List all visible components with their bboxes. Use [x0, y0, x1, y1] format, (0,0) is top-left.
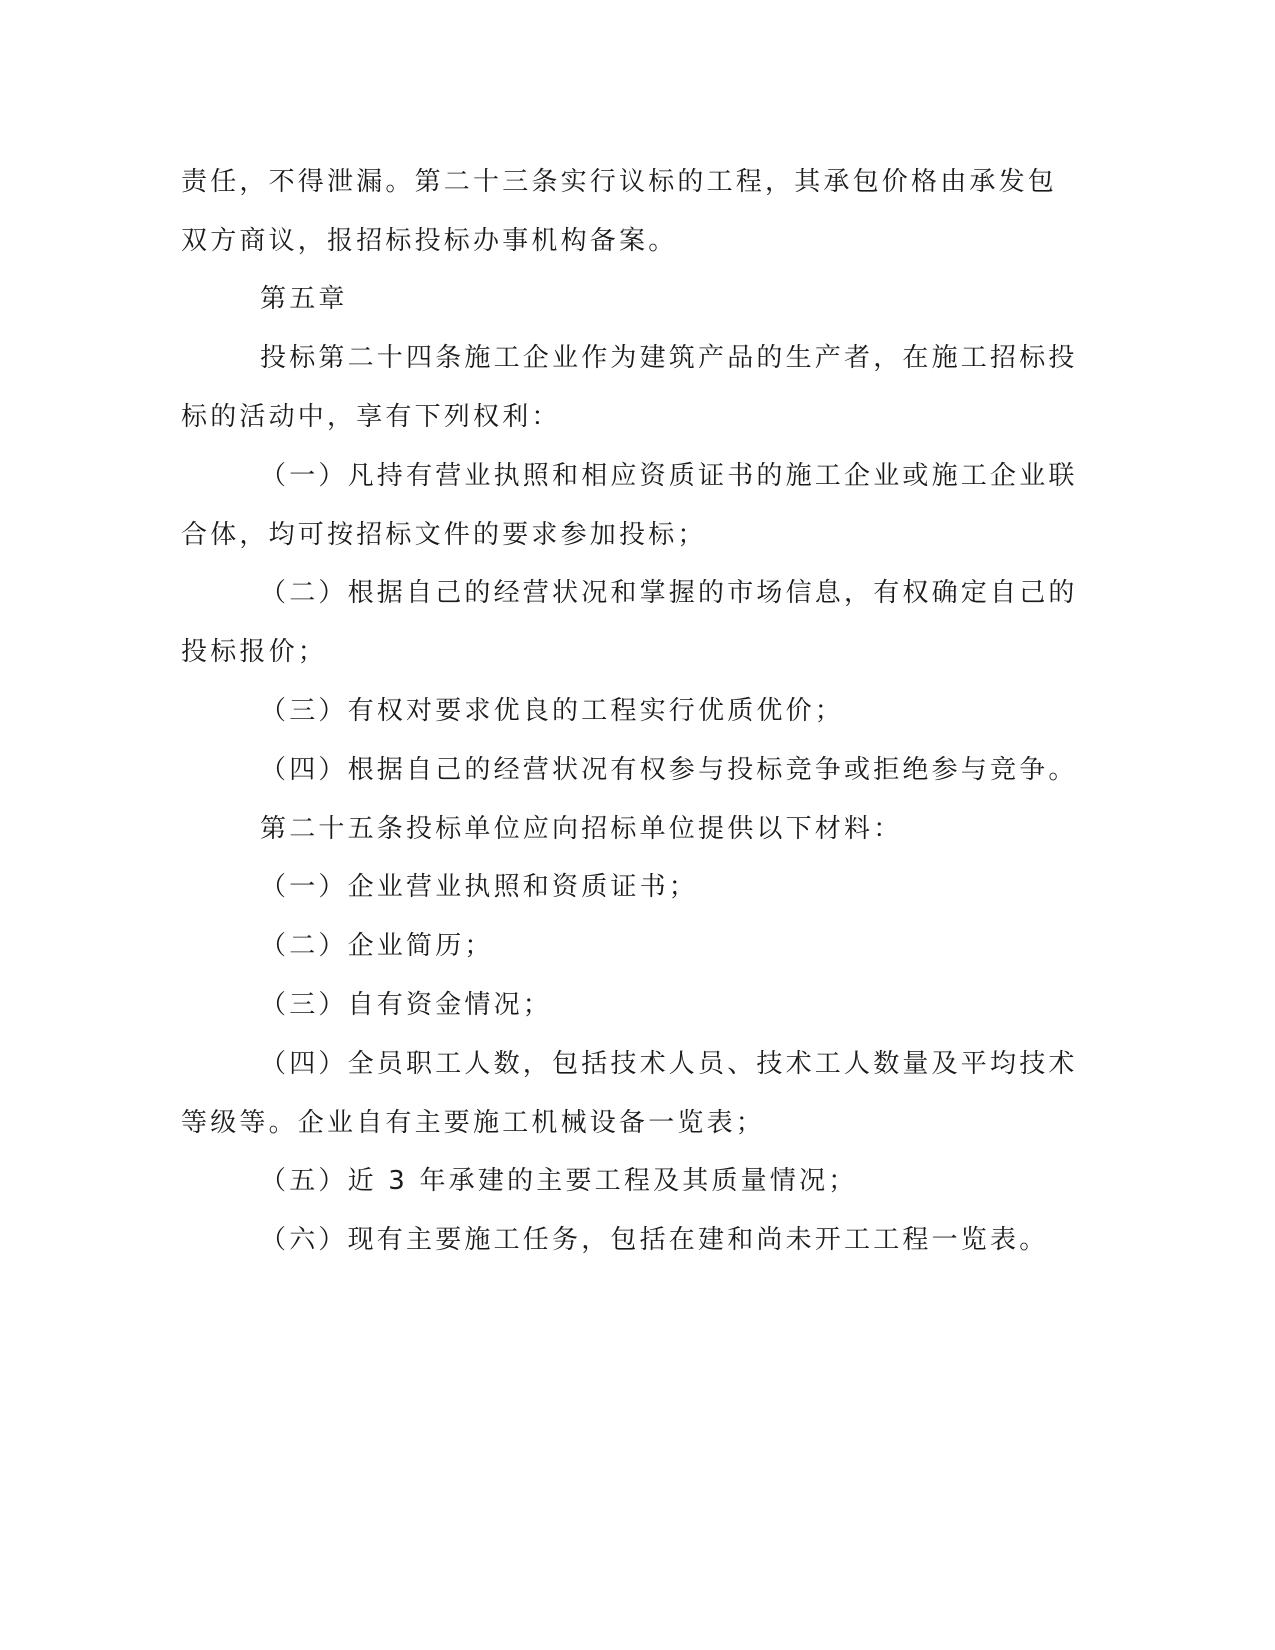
list-item: （二）根据自己的经营状况和掌握的市场信息，有权确定自己的 — [260, 578, 1078, 608]
text-line: 等级等。企业自有主要施工机械设备一览表； — [181, 1108, 766, 1138]
list-item: （四）根据自己的经营状况有权参与投标竞争或拒绝参与竞争。 — [260, 755, 1078, 785]
text-line: 双方商议，报招标投标办事机构备案。 — [181, 226, 678, 256]
list-item: （四）全员职工人数，包括技术人员、技术工人数量及平均技术 — [260, 1049, 1078, 1079]
list-item: （三）自有资金情况； — [260, 990, 553, 1020]
list-item: （五）近 3 年承建的主要工程及其质量情况； — [260, 1166, 858, 1196]
article-line: 第二十五条投标单位应向招标单位提供以下材料： — [260, 814, 903, 844]
text-line: 责任，不得泄漏。第二十三条实行议标的工程，其承包价格由承发包 — [181, 167, 1058, 197]
list-item: （三）有权对要求优良的工程实行优质优价； — [260, 696, 845, 726]
list-item: （一）企业营业执照和资质证书； — [260, 872, 699, 902]
text-line: 标的活动中，享有下列权利： — [181, 402, 561, 432]
text-line: 合体，均可按招标文件的要求参加投标； — [181, 520, 707, 550]
list-item: （二）企业简历； — [260, 931, 494, 961]
text-line: 投标第二十四条施工企业作为建筑产品的生产者，在施工招标投 — [260, 343, 1078, 373]
list-item: （六）现有主要施工任务，包括在建和尚未开工工程一览表。 — [260, 1225, 1049, 1255]
chapter-heading: 第五章 — [260, 284, 348, 314]
text-line: 投标报价； — [181, 637, 328, 667]
list-item: （一）凡持有营业执照和相应资质证书的施工企业或施工企业联 — [260, 461, 1078, 491]
